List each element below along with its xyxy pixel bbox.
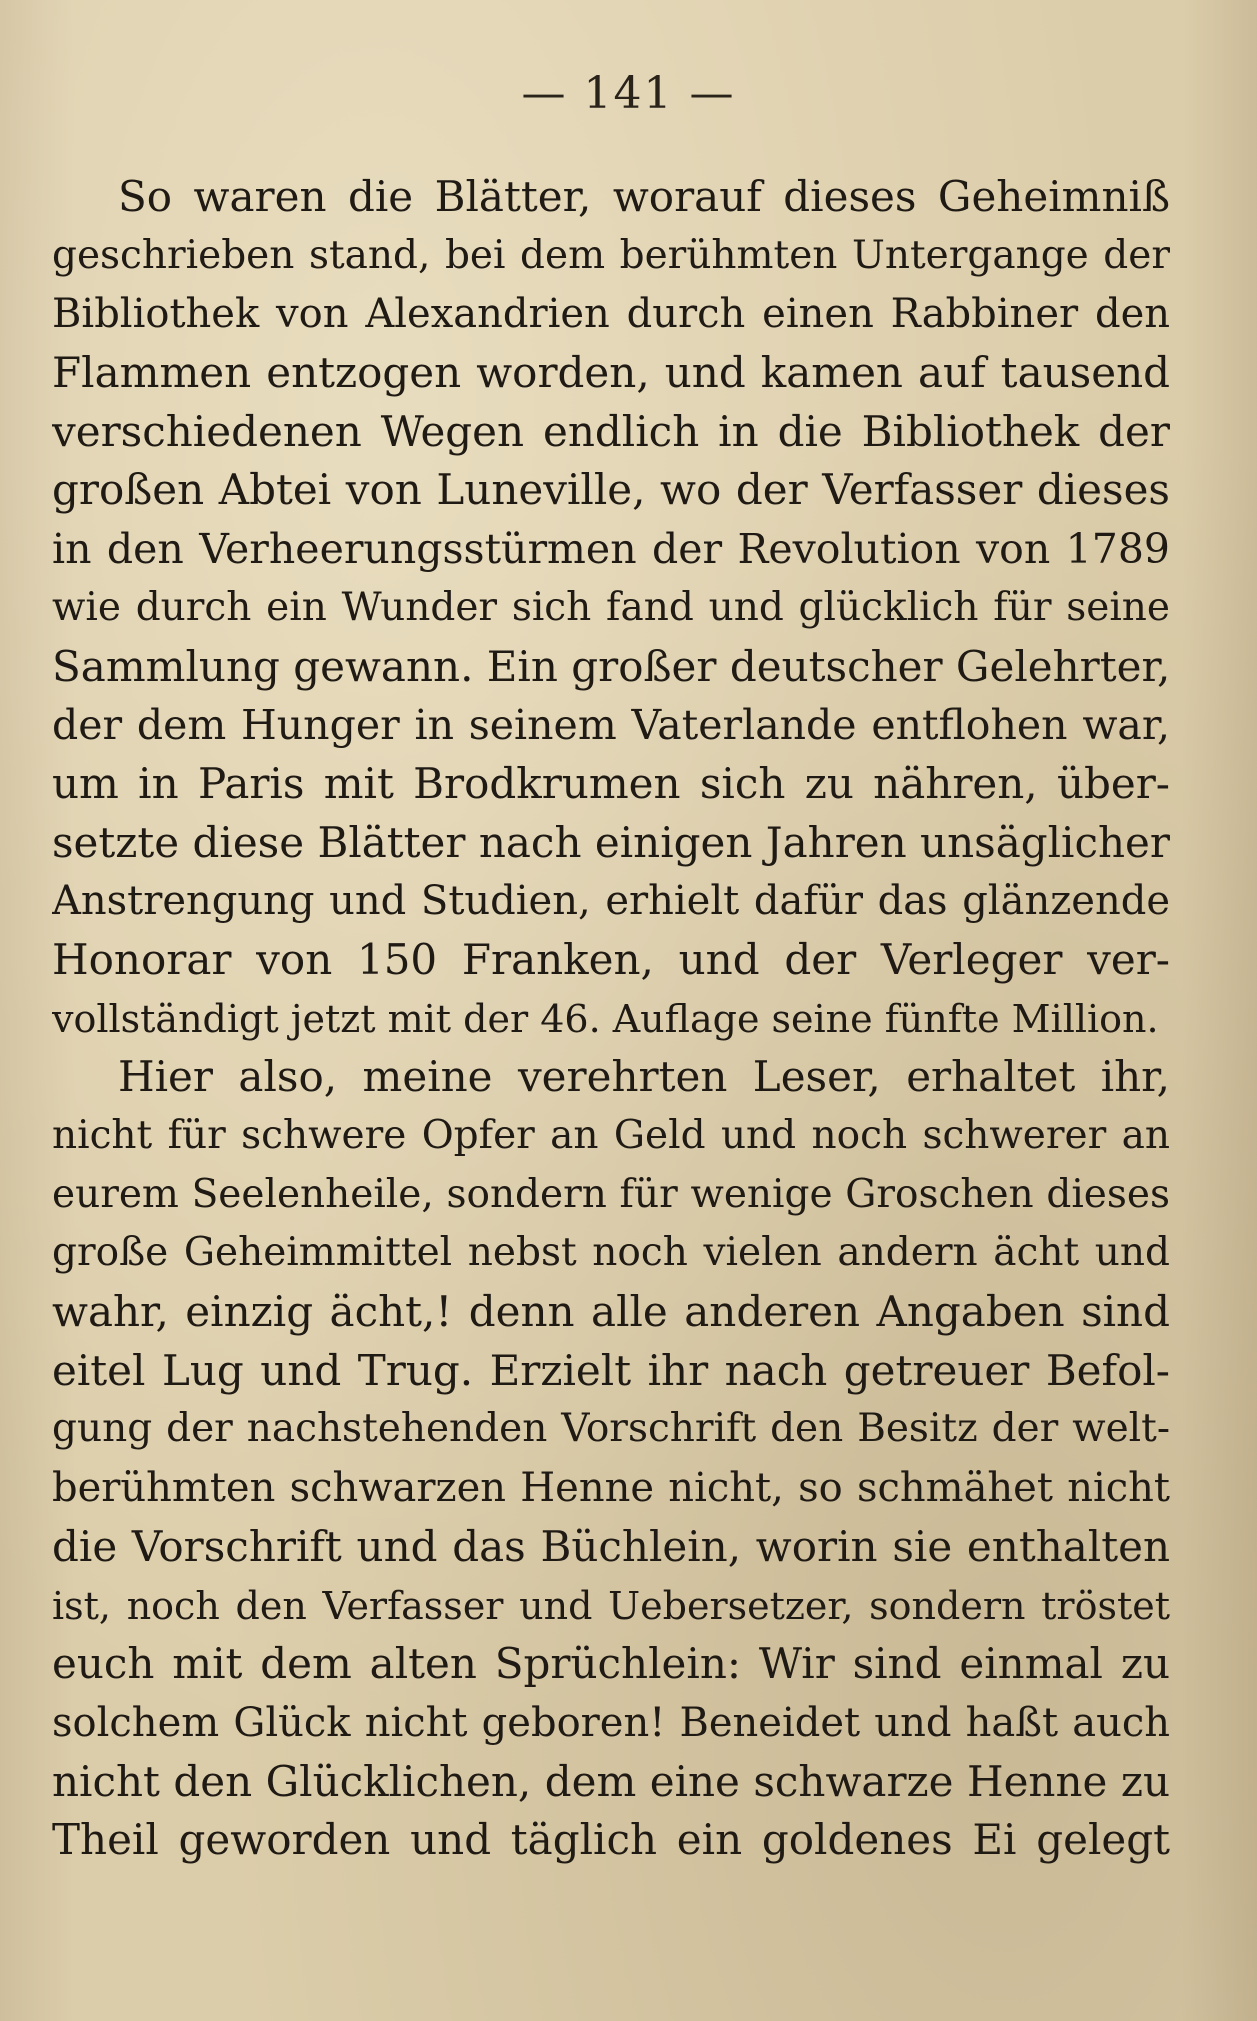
page-number: — 141 — <box>521 68 736 119</box>
text-line: wahr, einzig ächt,! denn alle anderen Angaben sind <box>52 1287 1170 1337</box>
text-line: große Geheimmittel nebst noch vielen andern ächt und <box>52 1230 1170 1276</box>
text-line: setzte diese Blätter nach einigen Jahren unsäglicher <box>52 817 1170 867</box>
text-line: gung der nachstehenden Vorschrift den Besitz der welt- <box>52 1406 1170 1452</box>
text-line: Sammlung gewann. Ein großer deutscher Gelehrter, <box>52 641 1170 691</box>
text-line: ist, noch den Verfasser und Uebersetzer, sondern tröstet <box>52 1583 1170 1628</box>
text-line: geschrieben stand, bei dem berühmten Untergange der <box>52 232 1170 278</box>
text-line: großen Abtei von Luneville, wo der Verfasser dieses <box>52 465 1170 515</box>
text-line: die Vorschrift und das Büchlein, worin sie enthalten <box>52 1521 1170 1571</box>
text-line: Honorar von 150 Franken, und der Verleger ver- <box>52 934 1170 984</box>
text-line: eitel Lug und Trug. Erzielt ihr nach getreuer Befol- <box>52 1345 1170 1395</box>
text-line: nicht den Glücklichen, dem eine schwarze Henne zu <box>52 1756 1170 1806</box>
text-line: Anstrengung und Studien, erhielt dafür das glänzende <box>52 878 1170 925</box>
paragraph-2 <box>52 1048 1170 1870</box>
body-text <box>52 168 1170 1870</box>
text-line: in den Verheerungsstürmen der Revolution von 1789 <box>52 525 1170 574</box>
text-line: Theil geworden und täglich ein goldenes Ei gelegt <box>52 1815 1170 1865</box>
text-line: eurem Seelenheile, sondern für wenige Groschen dieses <box>52 1171 1170 1217</box>
text-line: Bibliothek von Alexandrien durch einen Rabbiner den <box>52 291 1170 338</box>
text-line: der dem Hunger in seinem Vaterlande entflohen war, <box>52 701 1170 750</box>
text-line: Hier also, meine verehrten Leser, erhaltet ihr, <box>118 1052 1170 1102</box>
text-line: verschiedenen Wegen endlich in die Bibliothek der <box>52 406 1170 456</box>
text-line: nicht für schwere Opfer an Geld und noch schwerer an <box>52 1113 1170 1158</box>
text-line: solchem Glück nicht geboren! Beneidet und haßt auch <box>52 1699 1170 1746</box>
text-line: um in Paris mit Brodkrumen sich zu nähren, über- <box>52 758 1170 808</box>
text-line: euch mit dem alten Sprüchlein: Wir sind einmal zu <box>52 1639 1170 1689</box>
text-line: Flammen entzogen worden, und kamen auf tausend <box>52 348 1170 398</box>
text-line: wie durch ein Wunder sich fand und glücklich für seine <box>52 584 1170 630</box>
paragraph-1 <box>52 168 1170 1048</box>
text-line: vollständigt jetzt mit der 46. Auflage seine fünfte Million. <box>52 996 1159 1041</box>
text-line: berühmten schwarzen Henne nicht, so schmähet nicht <box>52 1465 1170 1512</box>
text-line: So waren die Blätter, worauf dieses Geheimniß <box>118 172 1170 221</box>
